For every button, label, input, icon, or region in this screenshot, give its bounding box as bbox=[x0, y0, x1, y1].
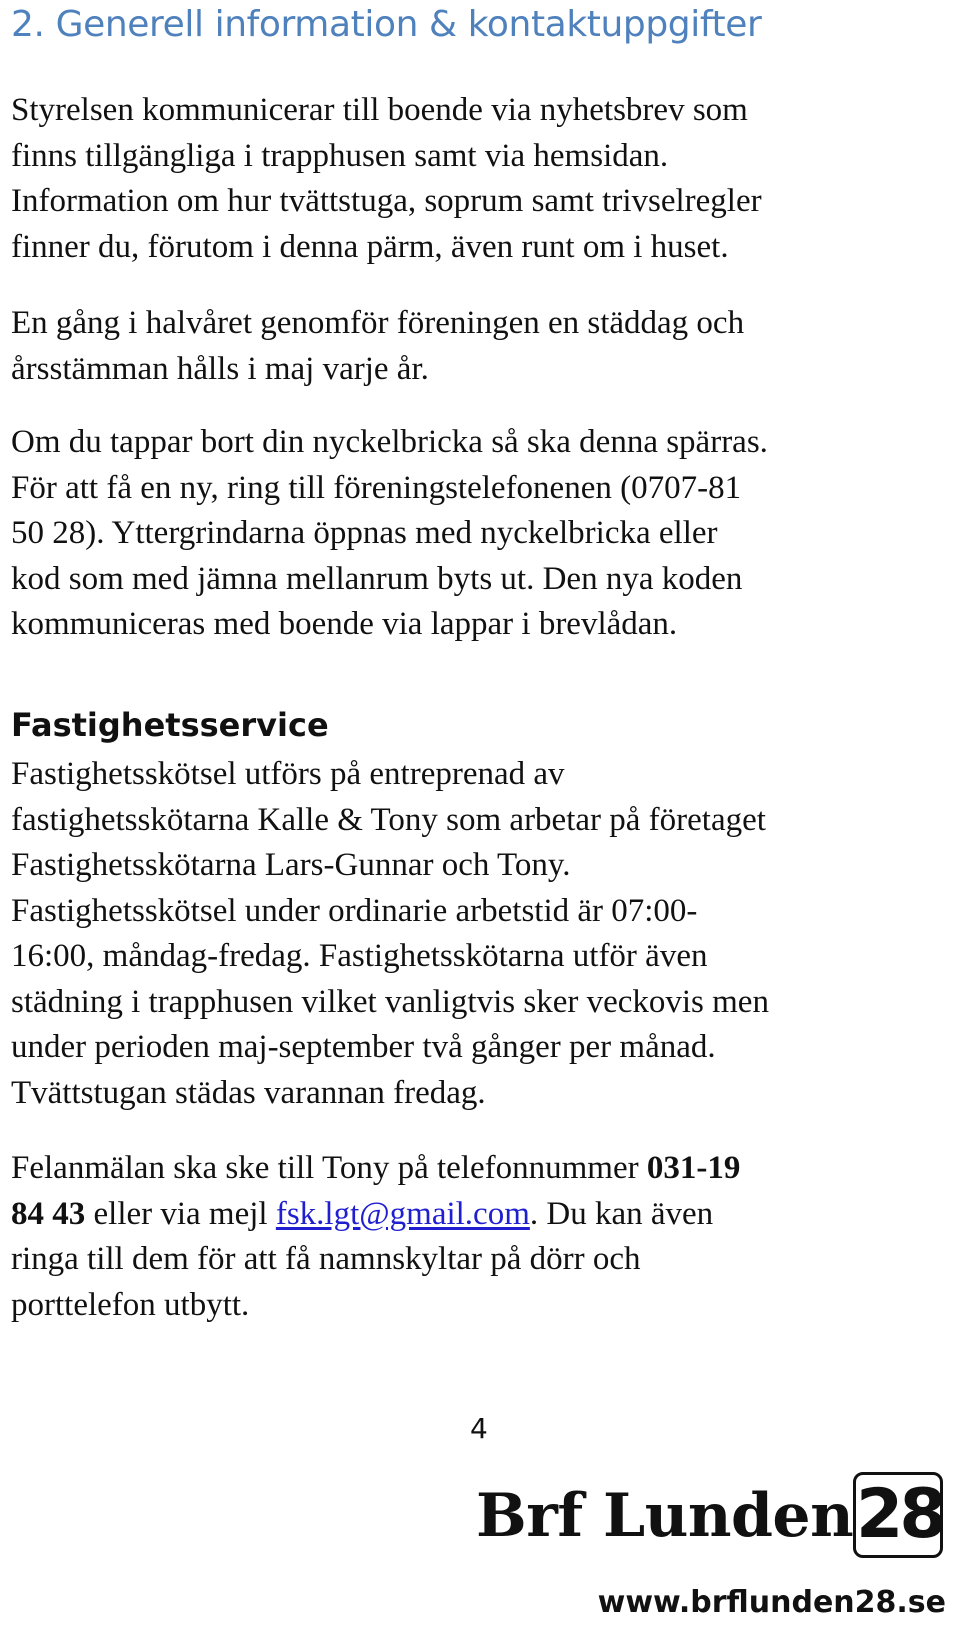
fault-report-text: Felanmälan ska ske till Tony på telefonnummer bbox=[11, 1150, 647, 1186]
paragraph-line: finner du, förutom i denna pärm, även runt om i huset. bbox=[11, 228, 729, 265]
brf-lunden-logo bbox=[476, 1470, 946, 1562]
paragraph-line: ringa till dem för att få namnskyltar på dörr och bbox=[11, 1241, 641, 1277]
phone-number-part: 84 43 bbox=[11, 1195, 86, 1232]
fault-report-text: eller via mejl bbox=[85, 1195, 276, 1232]
paragraph-line: För att få en ny, ring till föreningstelefonenen (0707-81 bbox=[11, 469, 742, 506]
logo-number-box bbox=[853, 1472, 943, 1558]
logo-number: 28 bbox=[856, 1475, 943, 1554]
paragraph-line bbox=[11, 1192, 956, 1238]
paragraph-line: 50 28). Yttergrindarna öppnas med nyckelbricka eller bbox=[11, 515, 718, 551]
paragraph-line: årsstämman hålls i maj varje år. bbox=[11, 350, 429, 387]
paragraph-line: kommuniceras med boende via lappar i brevlådan. bbox=[11, 606, 678, 642]
paragraph-line: Fastighetsskötarna Lars-Gunnar och Tony. bbox=[11, 847, 571, 883]
paragraph-cleaning-day bbox=[11, 301, 956, 392]
section-heading: 2. Generell information & kontaktuppgifter bbox=[11, 4, 762, 45]
logo-text: Brf Lunden bbox=[476, 1481, 854, 1551]
paragraph-line: En gång i halvåret genomför föreningen en städdag och bbox=[11, 305, 745, 341]
page-number: 4 bbox=[470, 1412, 488, 1445]
paragraph-line: Information om hur tvättstuga, soprum samt trivselregler bbox=[11, 183, 762, 219]
paragraph-line: finns tillgängliga i trapphusen samt via hemsidan. bbox=[11, 137, 669, 174]
paragraph-line: Tvättstugan städas varannan fredag. bbox=[11, 1074, 486, 1111]
paragraph-line: Styrelsen kommunicerar till boende via nyhetsbrev som bbox=[11, 92, 748, 128]
paragraph-fault-report bbox=[11, 1146, 956, 1328]
paragraph-line: Om du tappar bort din nyckelbricka så ska denna spärras. bbox=[11, 424, 768, 460]
paragraph-newsletter-info bbox=[11, 88, 956, 270]
paragraph-line: Fastighetsskötsel utförs på entreprenad av bbox=[11, 756, 565, 792]
email-link[interactable]: fsk.lgt@gmail.com bbox=[275, 1195, 530, 1232]
paragraph-line bbox=[11, 1146, 956, 1192]
fault-report-text: . Du kan även bbox=[529, 1195, 714, 1232]
paragraph-line: porttelefon utbytt. bbox=[11, 1286, 250, 1323]
paragraph-key-fob bbox=[11, 420, 956, 648]
paragraph-line: 16:00, måndag-fredag. Fastighetsskötarna utför även bbox=[11, 938, 708, 974]
paragraph-line: Fastighetsskötsel under ordinarie arbetstid är 07:00- bbox=[11, 892, 698, 929]
subheading-fastighetsservice: Fastighetsservice bbox=[11, 706, 329, 744]
paragraph-line: under perioden maj-september två gånger per månad. bbox=[11, 1029, 716, 1065]
paragraph-line: kod som med jämna mellanrum byts ut. Den nya koden bbox=[11, 560, 743, 597]
paragraph-line: städning i trapphusen vilket vanligtvis sker veckovis men bbox=[11, 983, 769, 1020]
website-url: www.brflunden28.se bbox=[597, 1585, 946, 1620]
phone-number-part: 031-19 bbox=[646, 1150, 741, 1186]
paragraph-line: fastighetsskötarna Kalle & Tony som arbetar på företaget bbox=[11, 801, 766, 838]
paragraph-property-service bbox=[11, 752, 956, 1116]
